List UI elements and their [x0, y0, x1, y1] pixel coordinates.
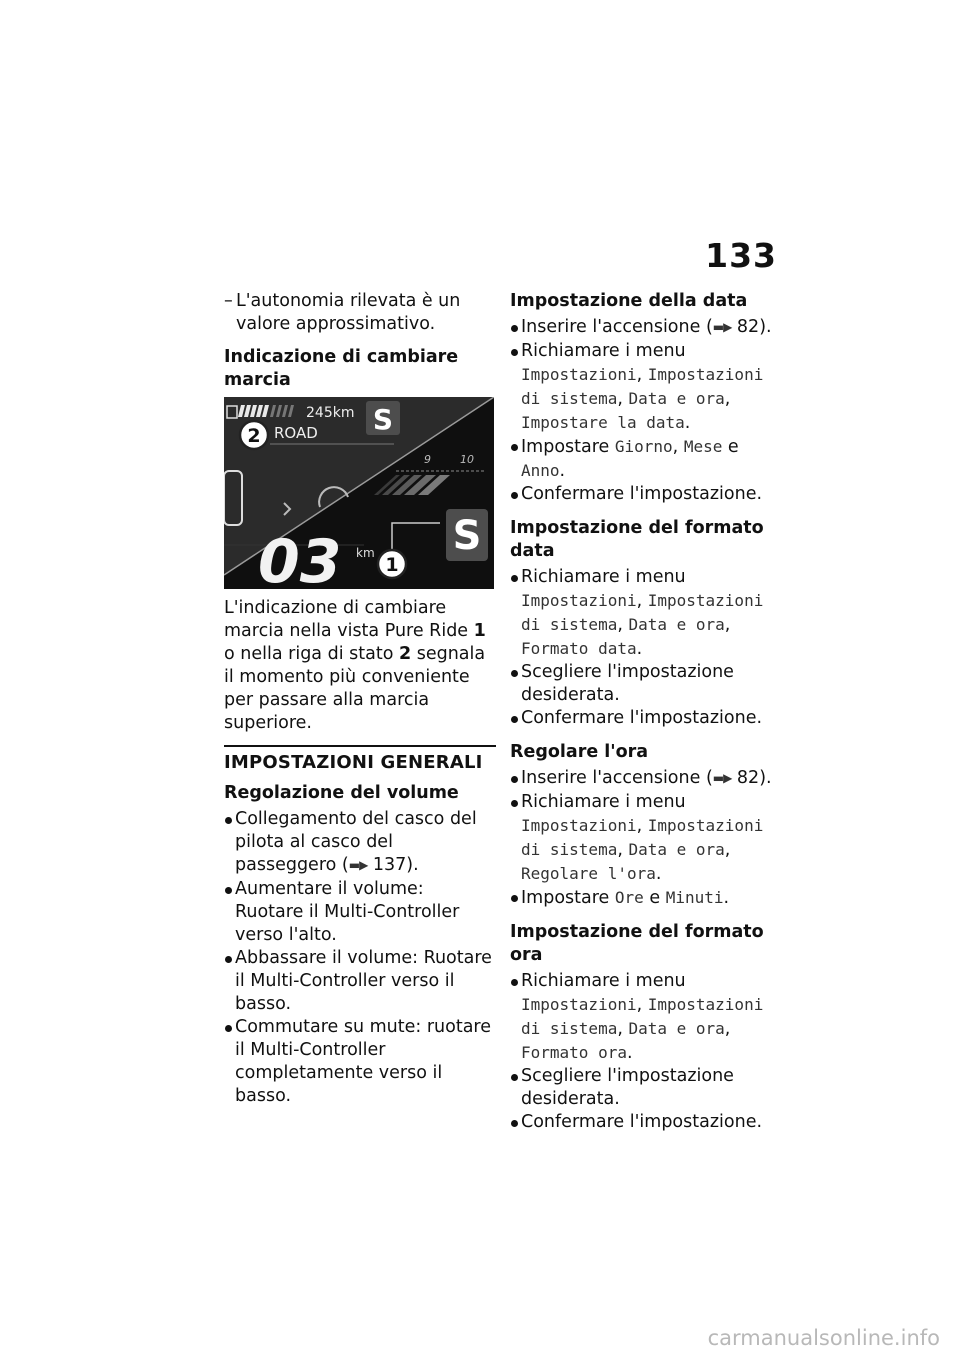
time-list	[510, 767, 786, 910]
time-format-list	[510, 970, 786, 1134]
section-title-general-settings: IMPOSTAZIONI GENERALI	[224, 752, 483, 773]
left-column	[224, 290, 496, 1119]
list-item: Richiamare i menu Impostazioni, Impostazioni di sistema, Data e ora, Formato ora.	[510, 970, 786, 1065]
menu-path-item: Formato ora	[521, 1043, 627, 1062]
page-ref-arrow-icon: ▬▶	[348, 858, 368, 872]
list-item: Inserire l'accensione (▬▶ 82).	[510, 316, 786, 340]
date-format-list	[510, 566, 786, 730]
ref-callout-2: 2	[398, 644, 412, 664]
list-item: Impostare Ore e Minuti.	[510, 886, 786, 910]
range-note	[224, 290, 496, 336]
list-item: Inserire l'accensione (▬▶ 82).	[510, 767, 786, 791]
heading-time-format: Impostazione del formato ora	[510, 922, 764, 965]
list-item: Confermare l'impostazione.	[510, 483, 786, 506]
list-item: Impostare Giorno, Mese e Anno.	[510, 435, 786, 483]
page-ref-arrow-icon: ▬▶	[712, 771, 732, 785]
menu-path-item: Impostazioni di sistema	[521, 591, 764, 634]
heading-date: Impostazione della data	[510, 291, 748, 311]
page-ref-link[interactable]: 82).	[736, 317, 772, 337]
menu-path-item: Data e ora	[628, 1019, 725, 1038]
menu-path-item: Data e ora	[628, 389, 725, 408]
heading-volume: Regolazione del volume	[224, 783, 459, 803]
speed-unit: km	[356, 546, 375, 560]
gear-indicator-description: L'indicazione di cambiare marcia nella vista Pure Ride 1 o nella riga di stato 2 segnala il momento più conveniente per passare alla marcia superiore.	[224, 598, 486, 733]
heading-gear-indicator: Indicazione di cambiare marcia	[224, 347, 459, 390]
gear-indicator-top: S	[372, 403, 394, 436]
ride-mode: ROAD	[274, 424, 318, 442]
volume-list	[224, 808, 496, 1108]
list-item: Richiamare i menu Impostazioni, Impostazioni di sistema, Data e ora, Formato data.	[510, 566, 786, 661]
tach-tick-10: 10	[460, 453, 474, 466]
setting-field: Anno	[521, 461, 560, 480]
callout-1-label: 1	[385, 554, 399, 576]
list-item: Confermare l'impostazione.	[510, 707, 786, 730]
watermark: carmanualsonline.info	[707, 1326, 940, 1350]
list-item: Richiamare i menu Impostazioni, Impostazioni di sistema, Data e ora, Regolare l'ora.	[510, 791, 786, 886]
page-number: 133	[705, 236, 777, 275]
menu-path-item: Impostazioni	[521, 816, 637, 835]
list-item: Scegliere l'impostazione desiderata.	[510, 661, 786, 707]
menu-path-item: Impostazioni di sistema	[521, 365, 764, 408]
menu-path-item: Impostazioni di sistema	[521, 995, 764, 1038]
heading-date-format: Impostazione del formato data	[510, 518, 764, 561]
list-item: Confermare l'impostazione.	[510, 1111, 786, 1134]
menu-path-item: Data e ora	[628, 840, 725, 859]
menu-path-item: Impostazioni	[521, 591, 637, 610]
menu-path-item: Regolare l'ora	[521, 864, 656, 883]
menu-path-item: Impostare la data	[521, 413, 685, 432]
setting-field: Giorno	[614, 437, 673, 456]
list-item: Collegamento del casco del pilota al casco del passeggero (▬▶ 137).	[224, 808, 496, 878]
menu-path-item: Impostazioni di sistema	[521, 816, 764, 859]
range-note-text: L'autonomia rilevata è un valore approssimativo.	[236, 291, 461, 334]
section-divider	[224, 745, 496, 747]
gear-indicator-main: S	[452, 513, 482, 559]
page-ref-link[interactable]: 137).	[372, 855, 419, 875]
setting-field: Ore	[614, 888, 644, 907]
list-item: Commutare su mute: ruotare il Multi-Controller completamente verso il basso.	[224, 1016, 496, 1108]
list-item: Aumentare il volume: Ruotare il Multi-Controller verso l'alto.	[224, 878, 496, 947]
menu-path-item: Data e ora	[628, 615, 725, 634]
list-item: Scegliere l'impostazione desiderata.	[510, 1065, 786, 1111]
speed-digits: 03	[258, 527, 342, 589]
list-item: Richiamare i menu Impostazioni, Impostazioni di sistema, Data e ora, Impostare la data.	[510, 340, 786, 435]
range-readout: 245km	[306, 405, 355, 421]
heading-time: Regolare l'ora	[510, 742, 649, 762]
menu-path-item: Impostazioni	[521, 365, 637, 384]
page-ref-arrow-icon: ▬▶	[712, 320, 732, 334]
date-list	[510, 316, 786, 506]
dashboard-figure	[224, 397, 494, 589]
right-column	[510, 290, 786, 1145]
setting-field: Minuti	[665, 888, 724, 907]
dash-mark: –	[224, 291, 233, 311]
page-ref-link[interactable]: 82).	[736, 768, 772, 788]
tach-tick-9: 9	[424, 453, 431, 466]
callout-2-label: 2	[247, 425, 261, 447]
list-item: Abbassare il volume: Ruotare il Multi-Controller verso il basso.	[224, 947, 496, 1016]
menu-path-item: Formato data	[521, 639, 637, 658]
setting-field: Mese	[683, 437, 723, 456]
menu-path-item: Impostazioni	[521, 995, 637, 1014]
ref-callout-1: 1	[473, 621, 486, 641]
